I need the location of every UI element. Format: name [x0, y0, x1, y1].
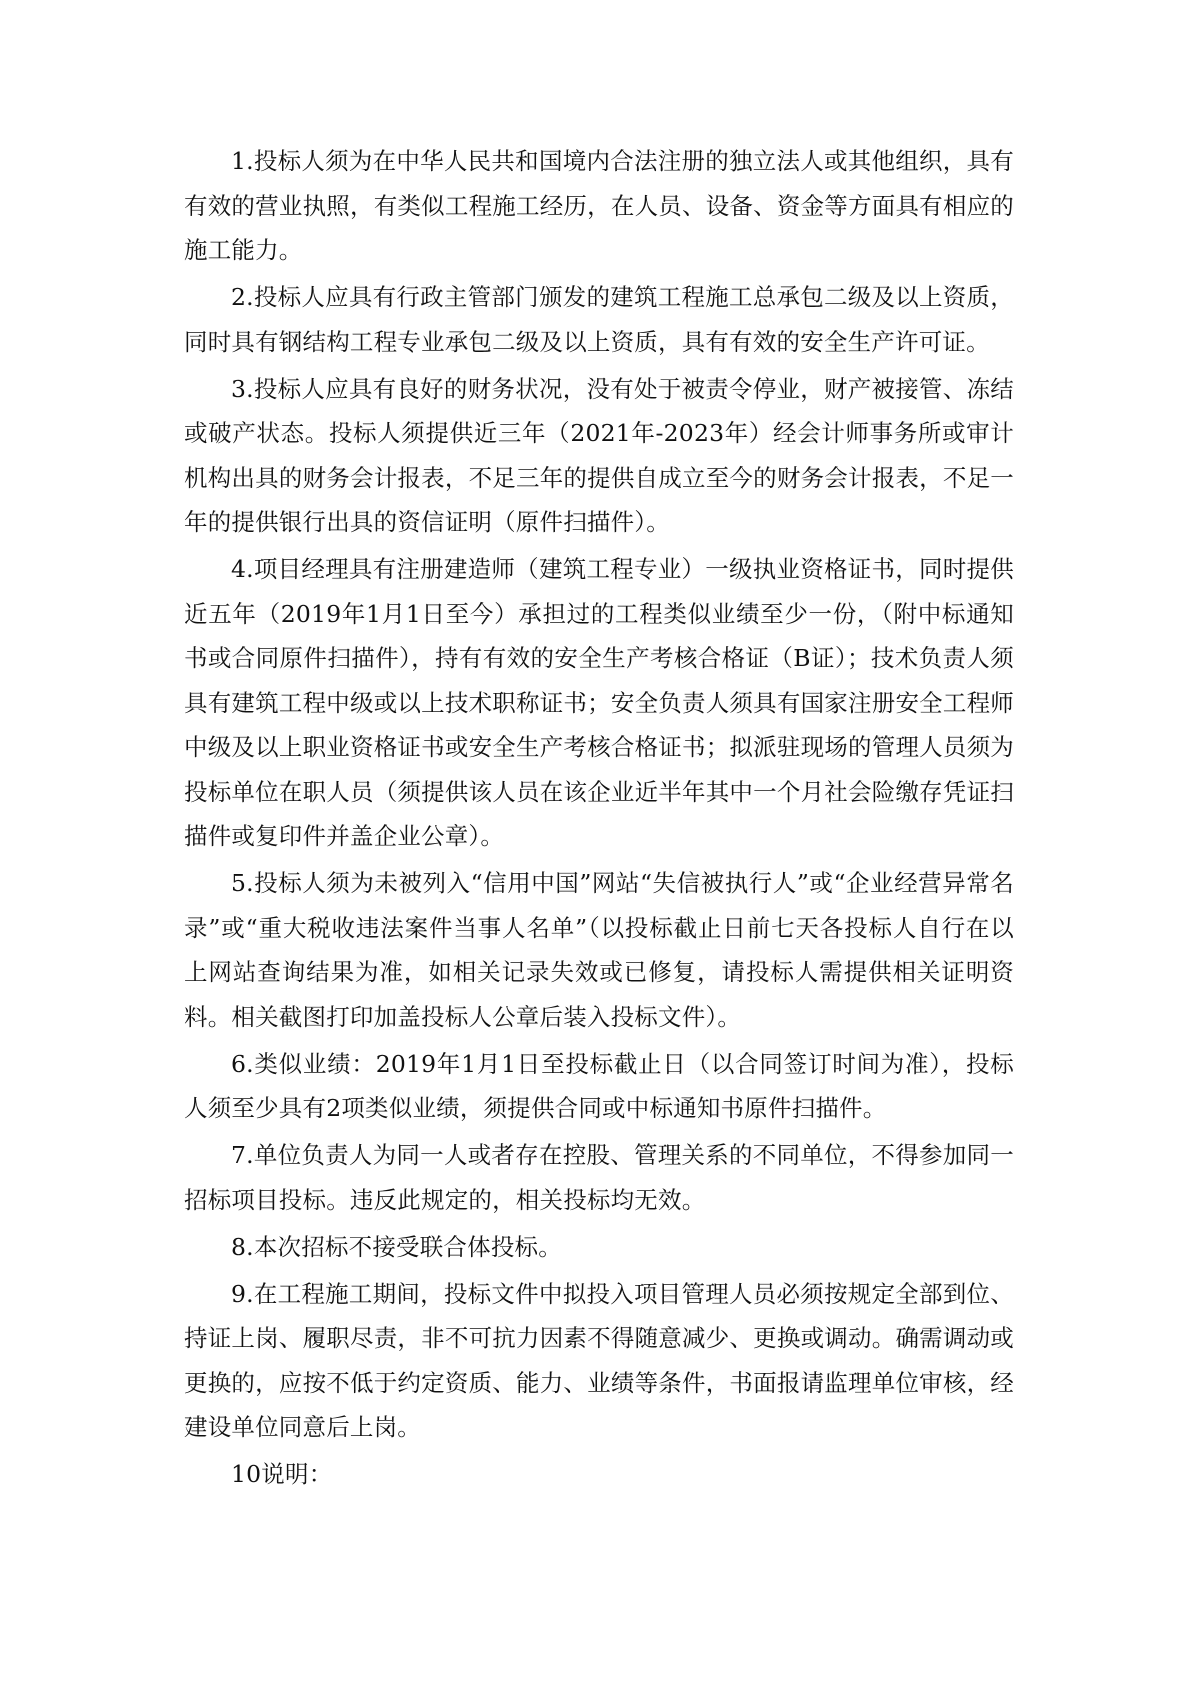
paragraph-item-7: 7.单位负责人为同一人或者存在控股、管理关系的不同单位，不得参加同一招标项目投标。违反此规定的，相关投标均无效。 [184, 1141, 1014, 1214]
paragraph-item-10: 10说明： [231, 1460, 333, 1488]
paragraph-item-1: 1.投标人须为在中华人民共和国境内合法注册的独立法人或其他组织，具有有效的营业执照，有类似工程施工经历，在人员、设备、资金等方面具有相应的施工能力。 [184, 147, 1014, 264]
paragraph-item-8: 8.本次招标不接受联合体投标。 [231, 1232, 562, 1261]
paragraph-item-6: 6.类似业绩：2019年1月1日至投标截止日（以合同签订时间为准），投标人须至少具有2项类似业绩，须提供合同或中标通知书原件扫描件。 [184, 1049, 1014, 1122]
document-body [184, 139, 1014, 1499]
paragraph-item-4: 4.项目经理具有注册建造师（建筑工程专业）一级执业资格证书，同时提供近五年（2019年1月1日至今）承担过的工程类似业绩至少一份，（附中标通知书或合同原件扫描件），持有有效的安全生产考核合格证（B证）；技术负责人须具有建筑工程中级或以上技术职称证书；安全负责人须具有国家注册安全工程师中级及以上职业资格证书或安全生产考核合格证书；拟派驻现场的管理人员须为投标单位在职人员（须提供该人员在该企业近半年其中一个月社会险缴存凭证扫描件或复印件并盖企业公章）。 [184, 555, 1014, 850]
paragraph-item-3: 3.投标人应具有良好的财务状况，没有处于被责令停业，财产被接管、冻结或破产状态。投标人须提供近三年（2021年-2023年）经会计师事务所或审计机构出具的财务会计报表，不足三年的提供自成立至今的财务会计报表，不足一年的提供银行出具的资信证明（原件扫描件）。 [184, 374, 1014, 536]
paragraph-item-9: 9.在工程施工期间，投标文件中拟投入项目管理人员必须按规定全部到位、持证上岗、履职尽责，非不可抗力因素不得随意减少、更换或调动。确需调动或更换的，应按不低于约定资质、能力、业绩等条件，书面报请监理单位审核，经建设单位同意后上岗。 [184, 1279, 1014, 1441]
paragraph-item-2: 2.投标人应具有行政主管部门颁发的建筑工程施工总承包二级及以上资质，同时具有钢结构工程专业承包二级及以上资质，具有有效的安全生产许可证。 [184, 283, 1014, 356]
paragraph-item-5: 5.投标人须为未被列入“信用中国”网站“失信被执行人”或“企业经营异常名录”或“重大税收违法案件当事人名单”（以投标截止日前七天各投标人自行在以上网站查询结果为准，如相关记录失效或已修复，请投标人需提供相关证明资料。相关截图打印加盖投标人公章后装入投标文件）。 [184, 869, 1014, 1031]
